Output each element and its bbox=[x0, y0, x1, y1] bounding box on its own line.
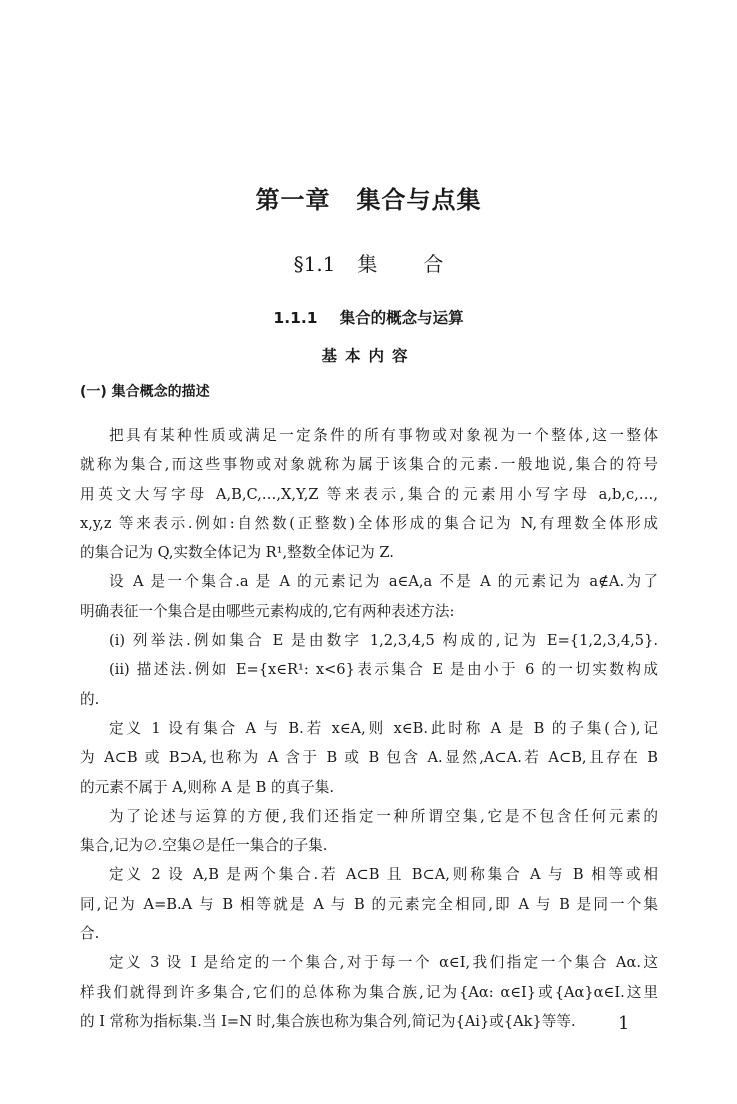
text-line: 就称为集合,而这些事物或对象就称为属于该集合的元素.一般地说,集合的符号 bbox=[80, 456, 658, 474]
definition-1-line: 定义 1 设有集合 A 与 B.若 x∈A,则 x∈B.此时称 A 是 B 的子集(合),记 bbox=[109, 719, 658, 737]
text-line: 同,记为 A=B.A 与 B 相等就是 A 与 B 的元素完全相同,即 A 与 B 是同一个集 bbox=[80, 895, 658, 913]
text-line: 的. bbox=[80, 690, 100, 708]
heading-set-concept: (一) 集合概念的描述 bbox=[80, 384, 210, 400]
subsection-number: 1.1.1 bbox=[273, 309, 318, 327]
text-line: 的 I 常称为指标集.当 I=N 时,集合族也称为集合列,简记为{Ai}或{Ak}等等. bbox=[80, 1012, 576, 1030]
text-line: 合. bbox=[80, 925, 100, 943]
text-line: 把具有某种性质或满足一定条件的所有事物或对象视为一个整体,这一整体 bbox=[109, 427, 658, 444]
text-line: 为了论述与运算的方便,我们还指定一种所谓空集,它是不包含任何元素的 bbox=[109, 807, 658, 825]
definition-2-line: 定义 2 设 A,B 是两个集合.若 A⊂B 且 B⊂A,则称集合 A 与 B 相等或相 bbox=[109, 866, 658, 884]
text-line: x,y,z 等来表示.例如:自然数(正整数)全体形成的集合记为 N,有理数全体形成 bbox=[80, 514, 658, 532]
text-line: 的集合记为 Q,实数全体记为 R¹,整数全体记为 Z. bbox=[80, 544, 394, 562]
text-line: 集合,记为∅.空集∅是任一集合的子集. bbox=[80, 837, 328, 855]
body-text bbox=[80, 421, 658, 1036]
text-line: 明确表征一个集合是由哪些元素构成的,它有两种表述方法: bbox=[80, 602, 455, 620]
definition-3-line: 定义 3 设 I 是给定的一个集合,对于每一个 α∈I,我们指定一个集合 Aα.这 bbox=[109, 954, 658, 972]
section-name-b: 合 bbox=[423, 252, 444, 276]
section-title bbox=[0, 248, 737, 277]
subsection-title bbox=[0, 306, 737, 328]
text-line: 用英文大写字母 A,B,C,…,X,Y,Z 等来表示,集合的元素用小写字母 a,b,c,…, bbox=[80, 485, 658, 503]
text-line: (i) 列举法.例如集合 E 是由数字 1,2,3,4,5 构成的,记为 E={1,2,3,4,5}. bbox=[109, 632, 658, 650]
section-name-a: 集 bbox=[357, 252, 378, 276]
basic-content-heading: 基本内容 bbox=[321, 347, 416, 365]
text-line: 为 A⊂B 或 B⊃A,也称为 A 含于 B 或 B 包含 A.显然,A⊂A.若 A⊂B,且存在 B bbox=[80, 749, 658, 767]
section-number: §1.1 bbox=[293, 252, 336, 276]
text-line: 样我们就得到许多集合,它们的总体称为集合族,记为{Aα: α∈I}或{Aα}α∈I.这里 bbox=[80, 983, 658, 1001]
chapter-title bbox=[0, 180, 737, 215]
text-line: 设 A 是一个集合.a 是 A 的元素记为 a∈A,a 不是 A 的元素记为 a∉A.为了 bbox=[109, 573, 658, 591]
chapter-name: 集合与点集 bbox=[356, 186, 482, 214]
subsection-name: 集合的概念与运算 bbox=[339, 309, 464, 327]
text-line: (ii) 描述法.例如 E={x∈R¹: x<6}表示集合 E 是由小于 6 的一切实数构成 bbox=[109, 661, 658, 679]
page-number: 1 bbox=[618, 1013, 630, 1034]
text-line: 的元素不属于 A,则称 A 是 B 的真子集. bbox=[80, 778, 334, 796]
chapter-number: 第一章 bbox=[255, 186, 331, 214]
